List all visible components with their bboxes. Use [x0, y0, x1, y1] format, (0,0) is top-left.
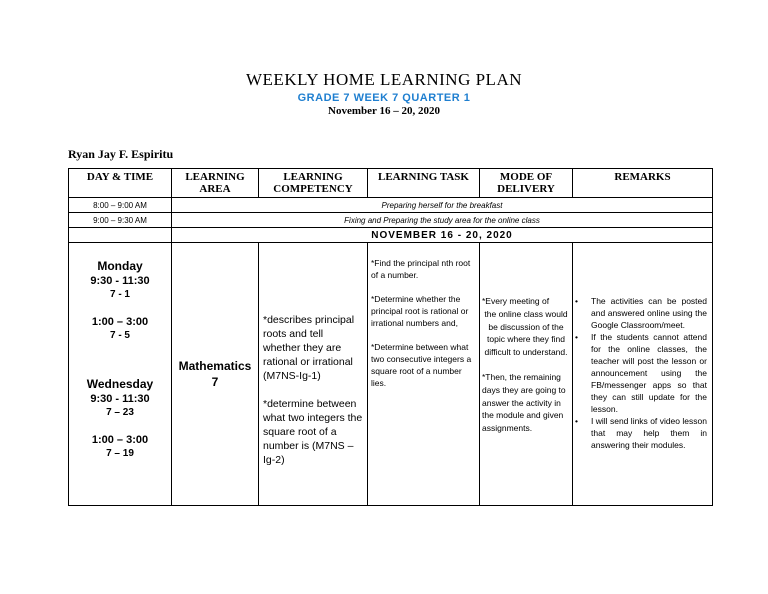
time-slot-row: [69, 198, 713, 213]
learning-task-cell: [368, 243, 480, 506]
week-row: [69, 228, 713, 243]
section: 7 - 5: [109, 330, 130, 341]
header-day-time: DAY & TIME: [69, 169, 172, 198]
header-learning-area: LEARNING AREA: [172, 169, 259, 198]
section: 7 - 1: [109, 289, 130, 300]
lesson-row: [69, 243, 713, 506]
competency-item: *describes principal roots and tell whether they are rational or irrational (M7NS-Ig-1): [263, 314, 355, 382]
remarks-list: [573, 295, 712, 451]
slot-activity: Preparing herself for the breakfast: [172, 198, 713, 213]
header-row: [69, 169, 713, 198]
day-monday: Monday: [97, 259, 143, 273]
competency-cell: [259, 243, 368, 506]
task-item: *Determine between what two consecutive integers a square root of a number lies.: [371, 342, 472, 388]
slot-time: 9:00 – 9:30 AM: [69, 213, 172, 228]
section: 7 – 23: [106, 407, 134, 418]
schedule-time: 9:30 - 11:30: [90, 275, 150, 287]
learning-plan-table: [68, 168, 713, 506]
schedule-cell: [69, 243, 172, 506]
competency-item: *determine between what two integers the square root of a number is (M7NS – Ig-2): [263, 398, 363, 466]
schedule-time: 9:30 - 11:30: [90, 393, 150, 405]
time-slot-row: [69, 213, 713, 228]
date-range: November 16 – 20, 2020: [328, 105, 440, 117]
mode-item: *Every meeting of: [482, 296, 550, 306]
learning-area-cell: Mathematics 7: [172, 243, 259, 506]
day-wednesday: Wednesday: [86, 377, 154, 391]
task-item: *Find the principal nth root of a number.: [371, 258, 471, 280]
slot-time: 8:00 – 9:00 AM: [69, 198, 172, 213]
header-remarks: REMARKS: [573, 169, 713, 198]
remark-item: • If the students cannot attend for the online classes, the teacher will post the lesson or announcement using the FB/messenger apps so that they can still update for the lesson.: [575, 332, 707, 414]
teacher-name: Ryan Jay F. Espiritu: [68, 147, 174, 161]
remarks-cell: [573, 243, 713, 506]
mode-of-delivery-cell: [480, 243, 573, 506]
section: 7 – 19: [106, 448, 134, 459]
week-label: NOVEMBER 16 - 20, 2020: [172, 228, 713, 243]
task-item: *Determine whether the principal root is rational or irrational numbers and,: [371, 294, 469, 328]
header-learning-task: LEARNING TASK: [368, 169, 480, 198]
header-mode-of-delivery: MODE OF DELIVERY: [480, 169, 573, 198]
mode-item: *Then, the remaining days they are going to answer the activity in the module and given assignments.: [482, 371, 566, 434]
schedule-time: 1:00 – 3:00: [91, 316, 149, 328]
remark-item: • The activities can be posted and answered online using the Google Classroom/meet.: [575, 296, 707, 330]
header-learning-competency: LEARNING COMPETENCY: [259, 169, 368, 198]
slot-activity: Fixing and Preparing the study area for the online class: [172, 213, 713, 228]
document-title: WEEKLY HOME LEARNING PLAN: [246, 70, 522, 89]
mode-item: the online class would be discussion of the topic where they find difficult to understand.: [484, 308, 568, 358]
remark-item: • I will send links of video lesson that may help them in answering their modules.: [575, 416, 707, 450]
schedule-time: 1:00 – 3:00: [91, 434, 149, 446]
document-subtitle: GRADE 7 WEEK 7 QUARTER 1: [297, 92, 471, 104]
